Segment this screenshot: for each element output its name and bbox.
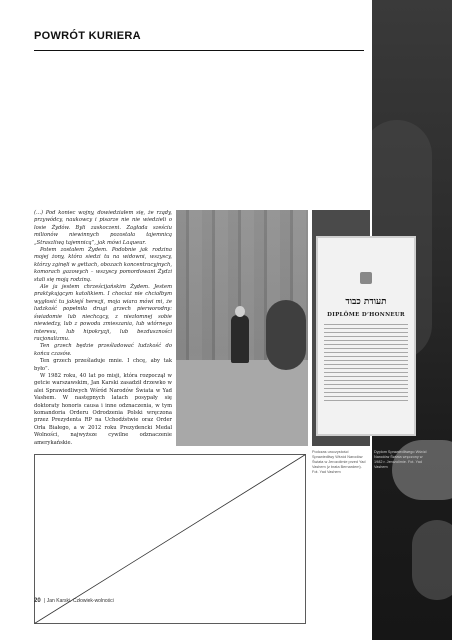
paragraph: Ten grzech będzie prześladować ludzkość do końca czasów. bbox=[34, 343, 172, 357]
page-number: 20 bbox=[34, 598, 41, 604]
caption-right: Dyplom Sprawiedliwego Wśród Narodów Świata wręczony w 1982 r. Jerozolimie. Fot. Yad Vashem bbox=[374, 450, 427, 469]
separator: | bbox=[44, 598, 46, 604]
photo-person bbox=[231, 315, 249, 363]
title-rule bbox=[34, 50, 364, 51]
emblem-icon bbox=[360, 272, 372, 284]
photo-ground bbox=[176, 360, 308, 446]
page-footer bbox=[34, 598, 114, 604]
paragraph: Ten grzech prześladuje mnie. I chcę, aby tak było”. bbox=[34, 358, 172, 372]
photo-tree bbox=[266, 300, 306, 370]
running-title: Jan Karski. Człowiek-wolności bbox=[46, 598, 114, 604]
paragraph: Potem zostałem Żydem. Podobnie jak rodzina mojej żony, która siedzi tu na widowni, wszyscy, którzy zginęli w gettach, obozach koncentracyjnych, komorach gazowych – wszyscy pomordowani Żydzi stali się moją rodziną. bbox=[34, 247, 173, 283]
certificate-text-lines bbox=[324, 324, 408, 404]
article-text bbox=[34, 210, 172, 447]
photo-yad-vashem bbox=[176, 210, 308, 446]
paragraph: (...) Pod koniec wojny, dowiedziałem się, że rządy, przywódcy, naukowcy i pisarze nie nie wiedzieli o losie Żydów. Byli zaskoczeni. Zagłada sześciu milionów niewinnych pozostała tajemnicą „Straszliwą tajemnicą”, jak mówi Laqueur. bbox=[34, 210, 172, 246]
section-title: POWRÓT KURIERA bbox=[34, 30, 141, 42]
photo-shape bbox=[392, 440, 452, 500]
certificate-title: DIPLÔME D’HONNEUR bbox=[327, 312, 405, 318]
paragraph: W 1982 roku, 40 lat po misji, która rozpoczął w getcie warszawskim, Jan Karski zasadził drzewko w alei Sprawiedliwych Wśród Narodów Świata w Yad Vashem. W następnych latach posypały się doktoraty honoris causa i inne odznaczenia, w tym komandoria Orderu Odrodzenia Polski wręczona przez Prezydenta RP na Uchodźstwie oraz Order Orła Białego, a w 2012 roku Prezydencki Medal Wolności, najwyższe cywilne odznaczenie amerykańskie. bbox=[34, 372, 172, 446]
caption-left: Podczas uroczystości Sprawiedliwy Wśród Narodów Świata w Jerozolimie przed Yad Vashem (z brata Bernardem). Fot. Yad Vashem bbox=[312, 450, 366, 474]
paragraph: Ale ja jestem chrześcijańskim Żydem. Jestem praktykującym katolikiem. I chociaż nie chciałbym wygłosić tu jakiejś herezji, moja wiara mówi mi, że ludzkość popełniła drugi grzech pierworodny: świadomie lub niechcący, z niezłomnej sobie niewiedzy, lub z powodu zmieszania, lub wtórnego interesu, lub hipokryzji, lub bezduszności racjonalizmu. bbox=[34, 284, 172, 342]
photo-person-head bbox=[235, 306, 245, 317]
photo-shape bbox=[412, 520, 452, 600]
certificate-hebrew-title: תעודת כבוד bbox=[345, 297, 387, 307]
certificate-frame bbox=[316, 236, 416, 436]
